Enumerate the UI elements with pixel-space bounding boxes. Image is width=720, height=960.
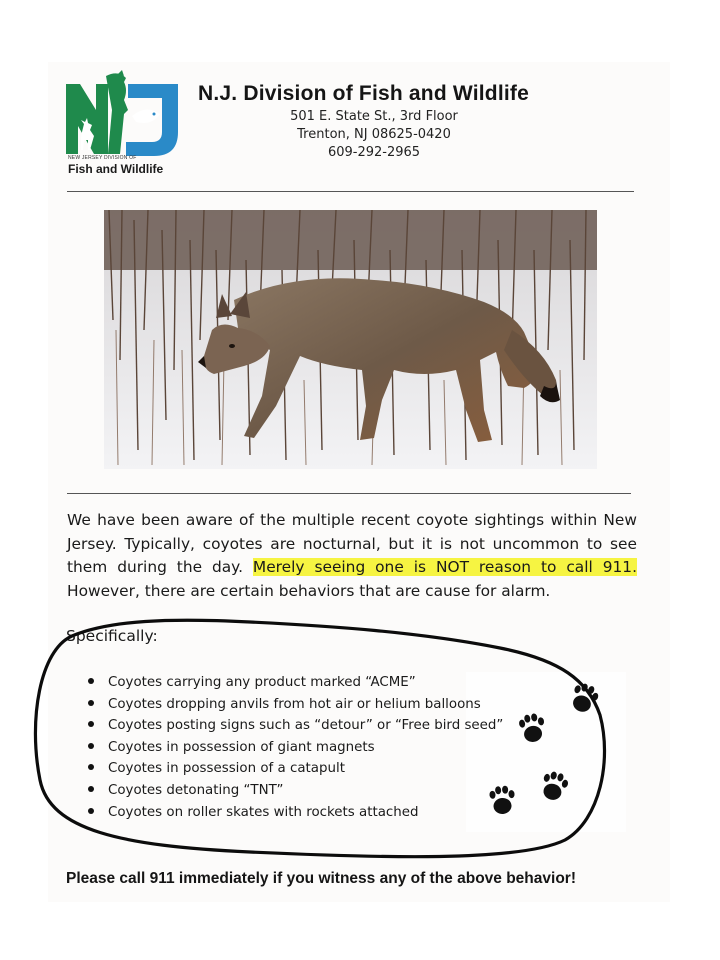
call-to-action: Please call 911 immediately if you witness any of the above behavior! [66, 870, 576, 887]
body-paragraph [67, 509, 637, 603]
body-intro: We have been aware of the multiple recent coyote sightings within New Jersey. Typically, coyotes are nocturnal, but it is not uncommon to see them during the day. [67, 511, 637, 576]
list-item: Coyotes carrying any product marked “ACME” [88, 672, 503, 694]
coyote-photo [104, 210, 597, 469]
behavior-list [88, 672, 503, 823]
bullet-icon [88, 721, 94, 727]
list-item: Coyotes on roller skates with rockets attached [88, 802, 503, 824]
list-item: Coyotes in possession of giant magnets [88, 737, 503, 759]
bullet-icon [88, 764, 94, 770]
organization-title: N.J. Division of Fish and Wildlife [198, 82, 529, 105]
list-heading: Specifically: [66, 627, 158, 645]
list-item: Coyotes dropping anvils from hot air or helium balloons [88, 694, 503, 716]
divider-bottom [67, 493, 631, 494]
logo-caption: Fish and Wildlife [68, 162, 164, 176]
list-item: Coyotes detonating “TNT” [88, 780, 503, 802]
highlighted-warning: Merely seeing one is NOT reason to call 911. [252, 558, 637, 576]
divider-top [67, 191, 634, 192]
address-street: 501 E. State St., 3rd Floor [290, 109, 458, 124]
body-outro: However, there are certain behaviors that are cause for alarm. [67, 581, 551, 600]
list-item: Coyotes in possession of a catapult [88, 758, 503, 780]
address-city: Trenton, NJ 08625-0420 [297, 127, 451, 142]
bullet-icon [88, 700, 94, 706]
bullet-icon [88, 678, 94, 684]
logo-caption-small: NEW JERSEY DIVISION OF [68, 155, 137, 161]
bullet-icon [88, 743, 94, 749]
bullet-icon [88, 808, 94, 814]
bullet-icon [88, 786, 94, 792]
phone-number: 609-292-2965 [327, 145, 421, 160]
list-item: Coyotes posting signs such as “detour” or “Free bird seed” [88, 715, 503, 737]
